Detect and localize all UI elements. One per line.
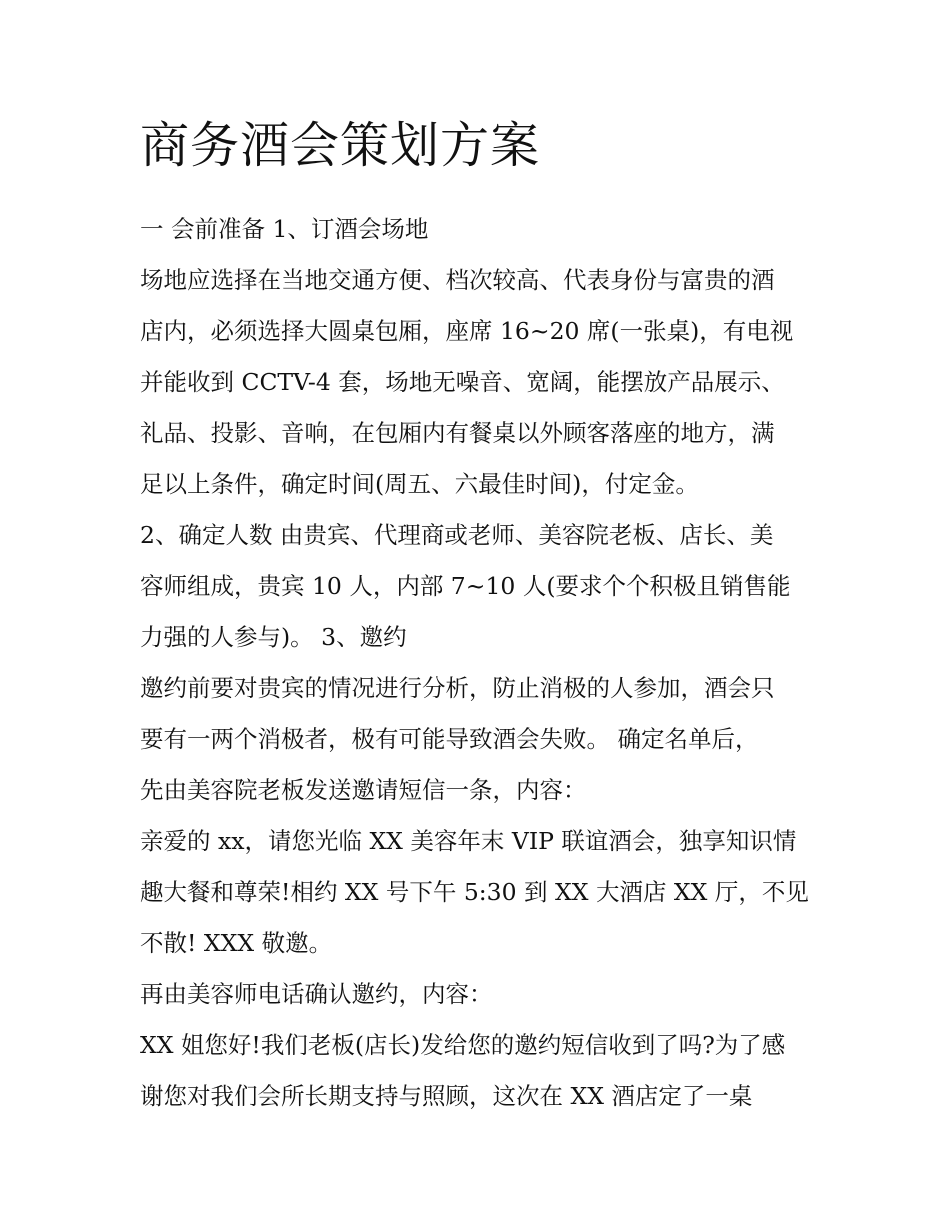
body-line: 容师组成，贵宾 10 人，内部 7~10 人(要求个个积极且销售能 xyxy=(140,572,791,600)
body-line: 谢您对我们会所长期支持与照顾，这次在 XX 酒店定了一桌 xyxy=(140,1082,753,1110)
body-line: XX 姐您好!我们老板(店长)发给您的邀约短信收到了吗?为了感 xyxy=(140,1031,786,1059)
body-line: 礼品、投影、音响，在包厢内有餐桌以外顾客落座的地方，满 xyxy=(140,419,775,447)
body-line: 力强的人参与)。 3、邀约 xyxy=(140,623,407,651)
body-line: 场地应选择在当地交通方便、档次较高、代表身份与富贵的酒 xyxy=(140,266,775,294)
body-line: 要有一两个消极者，极有可能导致酒会失败。 确定名单后， xyxy=(140,725,759,753)
body-line: 再由美容师电话确认邀约，内容： xyxy=(140,980,493,1008)
body-line: 邀约前要对贵宾的情况进行分析，防止消极的人参加，酒会只 xyxy=(140,674,775,702)
document-title: 商务酒会策划方案 xyxy=(140,117,541,174)
body-line: 2、确定人数 由贵宾、代理商或老师、美容院老板、店长、美 xyxy=(140,521,774,549)
document-page xyxy=(140,112,820,1122)
body-line: 并能收到 CCTV-4 套，场地无噪音、宽阔，能摆放产品展示、 xyxy=(140,368,785,396)
body-line: 店内，必须选择大圆桌包厢，座席 16~20 席(一张桌)，有电视 xyxy=(140,317,794,345)
body-line: 足以上条件，确定时间(周五、六最佳时间)，付定金。 xyxy=(140,470,699,498)
body-line: 不散! XXX 敬邀。 xyxy=(140,929,333,957)
line-section-heading: 一 会前准备 1、订酒会场地 xyxy=(140,215,429,243)
body-line: 先由美容院老板发送邀请短信一条，内容： xyxy=(140,776,587,804)
body-line: 趣大餐和尊荣!相约 XX 号下午 5:30 到 XX 大酒店 XX 厅，不见 xyxy=(140,878,809,906)
body-line: 亲爱的 xx，请您光临 XX 美容年末 VIP 联谊酒会，独享知识情 xyxy=(140,827,797,855)
document-body xyxy=(140,204,820,1122)
